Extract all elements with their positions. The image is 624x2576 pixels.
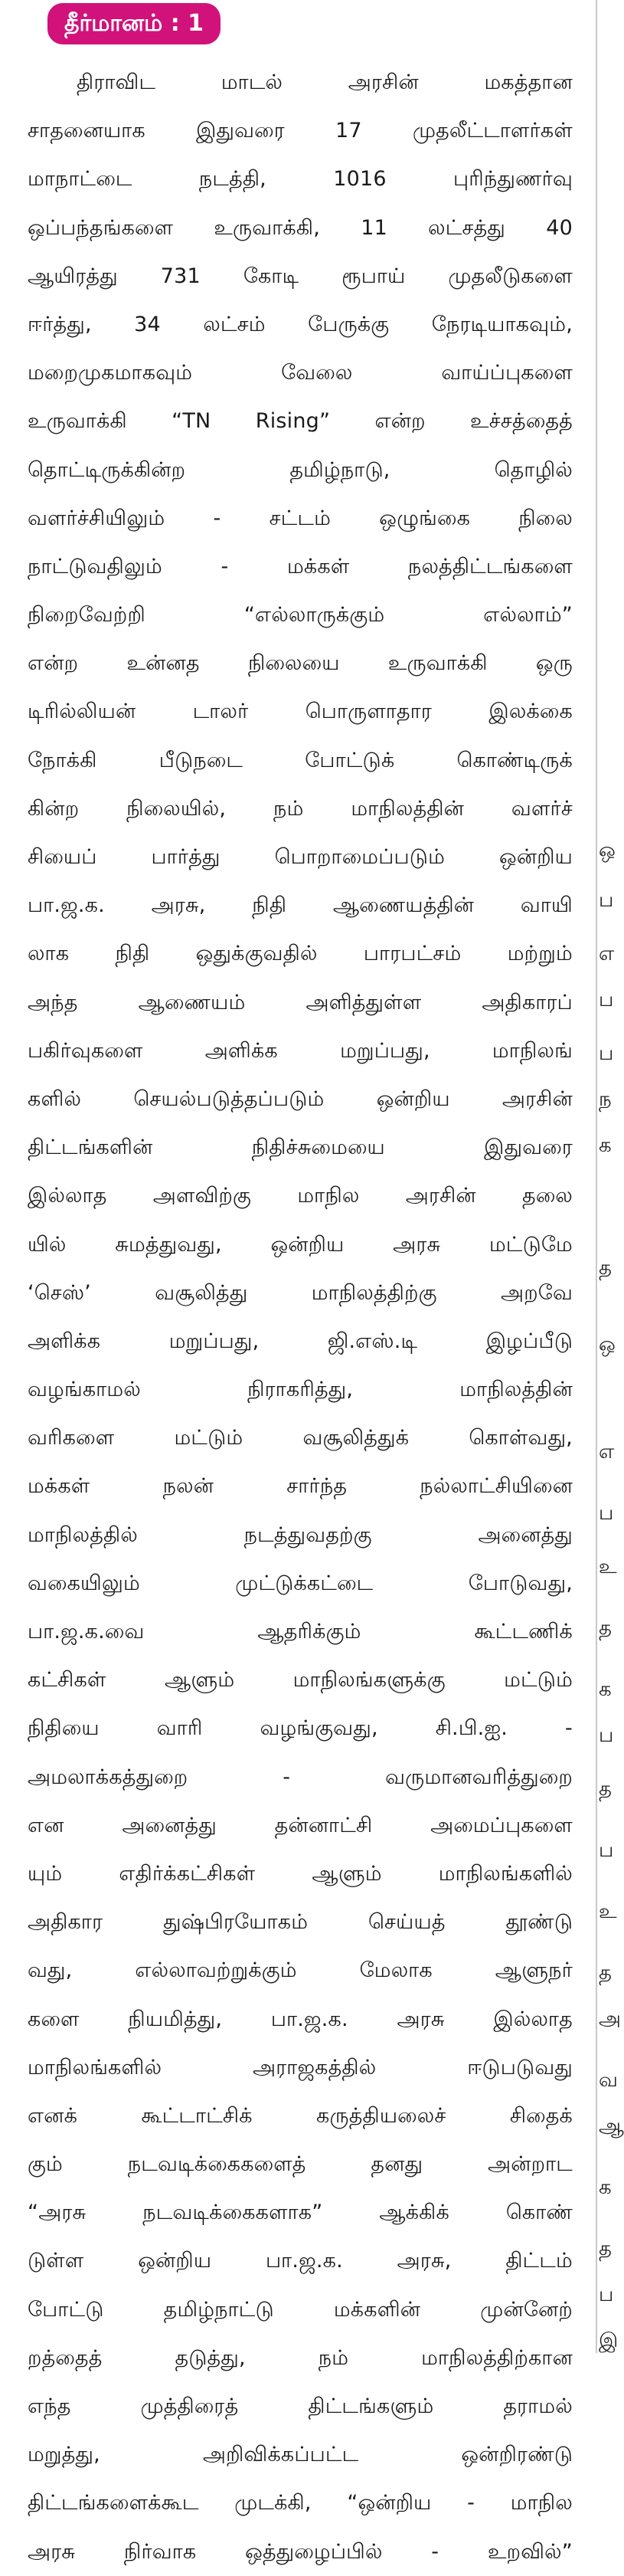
word: திராவிட bbox=[77, 70, 156, 94]
word: முதலீட்டாளர்கள் bbox=[412, 119, 573, 143]
word: போடுவது, bbox=[468, 1571, 573, 1595]
body-line bbox=[28, 881, 573, 929]
word: “எல்லாருக்கும் bbox=[243, 603, 385, 628]
word: தமிழ்நாடு, bbox=[289, 457, 390, 482]
adjacent-glyph: அ bbox=[599, 2007, 621, 2030]
body-line bbox=[28, 397, 573, 445]
body-line bbox=[28, 2237, 573, 2285]
word: தலை bbox=[522, 1184, 573, 1208]
word: நிறைவேற்றி bbox=[28, 603, 145, 628]
word: நிதி bbox=[252, 893, 287, 918]
body-line bbox=[28, 494, 573, 542]
word: நிதியை bbox=[28, 1716, 100, 1741]
word: அளவிற்கு bbox=[152, 1184, 252, 1208]
word: வழங்காமல் bbox=[28, 1378, 141, 1402]
adjacent-glyph: ஒ bbox=[599, 1333, 616, 1356]
word: நம் bbox=[273, 796, 304, 821]
word: அனைத்து bbox=[478, 1522, 573, 1547]
word: அந்த bbox=[28, 990, 78, 1014]
word: மாநாட்டை bbox=[28, 167, 132, 192]
word: நலன் bbox=[162, 1474, 214, 1499]
word: அறிவிக்கப்பட்ட bbox=[202, 2443, 359, 2467]
body-line bbox=[28, 1898, 573, 1946]
word: தூண்டு bbox=[505, 1910, 573, 1935]
word: வேலை bbox=[281, 361, 353, 385]
word: உருவாக்கி, bbox=[214, 215, 320, 240]
word: லட்சம் bbox=[203, 312, 266, 336]
word: பா.ஜ.க. bbox=[270, 2007, 348, 2031]
word: வளர்ச் bbox=[511, 796, 573, 821]
word: மறுத்து, bbox=[28, 2443, 100, 2467]
word: பொருளாதார bbox=[305, 700, 433, 724]
word: டாலர் bbox=[192, 700, 249, 724]
word: அளித்துள்ள bbox=[305, 990, 422, 1014]
word: மற்றும் bbox=[507, 942, 573, 966]
adjacent-glyph: எ bbox=[599, 942, 615, 965]
word: எந்த bbox=[28, 2394, 71, 2418]
word: மாநிலத்திற்கு bbox=[311, 1280, 437, 1305]
word: “TN bbox=[172, 409, 211, 434]
word: இலக்கை bbox=[488, 700, 573, 724]
resolution-badge: தீர்மானம் : 1 bbox=[47, 3, 221, 44]
word: ஈடுபடுவது bbox=[467, 2055, 573, 2079]
word: திட்டம் bbox=[505, 2249, 573, 2273]
word: நிராகரித்து, bbox=[247, 1378, 354, 1402]
adjacent-glyph: வ bbox=[599, 2069, 618, 2092]
word: நோக்கி bbox=[28, 748, 97, 772]
body-line bbox=[28, 2286, 573, 2334]
adjacent-glyph: த bbox=[599, 1617, 612, 1640]
word: ஒரு bbox=[535, 651, 573, 676]
word: மறுப்பது, bbox=[168, 1329, 260, 1353]
word: லாக bbox=[28, 942, 70, 966]
word: கொள்வது, bbox=[469, 1426, 573, 1450]
word: மாநிலத்தின் bbox=[351, 796, 465, 821]
word: நம் bbox=[318, 2345, 349, 2370]
word: வாரி bbox=[156, 1716, 203, 1741]
word: உருவாக்கி bbox=[28, 409, 127, 434]
word: மேலாக bbox=[359, 1958, 433, 1983]
word: நிலையில், bbox=[126, 796, 227, 821]
word: ஆணையத்தின் bbox=[332, 893, 475, 918]
word: மாநில bbox=[510, 2491, 573, 2515]
word: கொண் bbox=[505, 2201, 573, 2225]
word: “அரசு bbox=[28, 2201, 87, 2225]
word: கும் bbox=[28, 2152, 63, 2177]
word: பா.ஜ.க. bbox=[28, 893, 105, 918]
word: - bbox=[467, 2491, 475, 2515]
word: அறவே bbox=[501, 1280, 573, 1305]
word: நிலையை bbox=[247, 651, 340, 676]
word: துஷ்பிரயோகம் bbox=[163, 1910, 309, 1935]
word: அரசின் bbox=[501, 1086, 573, 1111]
body-line bbox=[28, 639, 573, 687]
word: திட்டங்களின் bbox=[28, 1136, 153, 1160]
word: - bbox=[221, 554, 229, 578]
word: வருமானவரித்துறை bbox=[385, 1765, 573, 1789]
word: நடவடிக்கைகளைத் bbox=[127, 2152, 306, 2177]
word: ஆணையம் bbox=[138, 990, 246, 1014]
word: உறவில்” bbox=[487, 2539, 573, 2564]
word: நிர்வாக bbox=[123, 2539, 197, 2564]
word: 17 bbox=[335, 119, 362, 143]
word: களில் bbox=[28, 1086, 82, 1111]
body-line bbox=[28, 542, 573, 591]
word: 34 bbox=[134, 312, 161, 336]
word: மட்டும் bbox=[174, 1426, 243, 1450]
word: - bbox=[283, 1765, 291, 1789]
body-line bbox=[28, 1753, 573, 1801]
adjacent-glyph: உ bbox=[599, 1555, 617, 1578]
word: மாநிலங்களில் bbox=[28, 2055, 162, 2079]
word: சட்டம் bbox=[269, 506, 332, 530]
word: ஆளும் bbox=[164, 1668, 235, 1693]
adjacent-glyph: ஆ bbox=[599, 2115, 624, 2138]
word: 731 bbox=[160, 264, 201, 288]
word: அராஜகத்தில் bbox=[253, 2055, 377, 2079]
word: அளிக்க bbox=[28, 1329, 101, 1353]
word: வளர்ச்சியிலும் bbox=[28, 506, 165, 530]
word: எல்லாம்” bbox=[483, 603, 573, 628]
body-line bbox=[28, 252, 573, 300]
word: ஒன்றிய bbox=[270, 1232, 345, 1257]
word: 1016 bbox=[333, 167, 387, 192]
word: மாநிலங்களில் bbox=[438, 1861, 573, 1886]
word: ஆக்கிக் bbox=[379, 2201, 449, 2225]
word: யும் bbox=[28, 1861, 63, 1886]
word: திட்டங்களும் bbox=[308, 2394, 434, 2418]
body-line bbox=[28, 1704, 573, 1752]
word: டுள்ள bbox=[28, 2249, 84, 2273]
word: அரசின் bbox=[405, 1184, 476, 1208]
word: கின்ற bbox=[28, 796, 80, 821]
word: ஒன்றிரண்டு bbox=[461, 2443, 573, 2467]
word: அரசு bbox=[397, 2007, 445, 2031]
word: மக்கள் bbox=[28, 1474, 90, 1499]
word: தன்னாட்சி bbox=[274, 1813, 373, 1837]
word: கருத்தியலைச் bbox=[316, 2103, 446, 2128]
word: நாட்டுவதிலும் bbox=[28, 554, 162, 578]
body-line bbox=[28, 1317, 573, 1365]
word: அரசு bbox=[393, 1232, 441, 1257]
word: நடவடிக்கைகளாக” bbox=[142, 2201, 323, 2225]
word: யில் bbox=[28, 1232, 67, 1257]
word: ஒன்றிய bbox=[499, 845, 573, 869]
word: - bbox=[565, 1716, 573, 1741]
body-line bbox=[28, 929, 573, 978]
word: கோடி bbox=[243, 264, 299, 288]
word: ஜி.எஸ்.டி bbox=[327, 1329, 418, 1353]
word: மாநிலங் bbox=[492, 1038, 573, 1063]
body-line bbox=[28, 687, 573, 736]
word: மாடல் bbox=[221, 70, 283, 94]
word: ரூபாய் bbox=[341, 264, 406, 288]
adjacent-glyph: ந bbox=[599, 1088, 612, 1111]
word: மாநிலங்களுக்கு bbox=[292, 1668, 446, 1693]
body-line bbox=[28, 2043, 573, 2092]
body-line bbox=[28, 1221, 573, 1269]
word: நியமித்து, bbox=[128, 2007, 223, 2031]
word: கூட்டாட்சிக் bbox=[141, 2103, 253, 2128]
word: தனது bbox=[371, 2152, 423, 2177]
word: பகிர்வுகளை bbox=[28, 1038, 143, 1063]
body-line bbox=[28, 1946, 573, 1994]
word: நல்லாட்சியினை bbox=[420, 1474, 573, 1499]
word: பேருக்கு bbox=[308, 312, 390, 336]
body-line bbox=[28, 1656, 573, 1704]
word: மகத்தான bbox=[484, 70, 573, 94]
word: என்ற bbox=[28, 651, 79, 676]
body-line bbox=[28, 58, 573, 107]
word: அமலாக்கத்துறை bbox=[28, 1765, 188, 1789]
word: வாய்ப்புகளை bbox=[441, 361, 573, 385]
word: நடத்துவதற்கு bbox=[243, 1522, 372, 1547]
word: ஒதுக்குவதில் bbox=[195, 942, 318, 966]
word: எதிர்க்கட்சிகள் bbox=[119, 1861, 256, 1886]
body-line bbox=[28, 591, 573, 639]
body-line bbox=[28, 2334, 573, 2382]
adjacent-glyph: ப bbox=[599, 889, 614, 912]
word: முன்னேற் bbox=[480, 2297, 573, 2322]
body-line bbox=[28, 736, 573, 785]
word: வகையிலும் bbox=[28, 1571, 140, 1595]
body-line bbox=[28, 978, 573, 1027]
word: உன்னத bbox=[126, 651, 200, 676]
word: தடுத்து, bbox=[175, 2345, 246, 2370]
word: அதிகாரப் bbox=[482, 990, 573, 1014]
body-line bbox=[28, 1995, 573, 2043]
word: லட்சத்து bbox=[428, 215, 506, 240]
adjacent-glyph: ப bbox=[599, 1502, 614, 1525]
word: தொட்டிருக்கின்ற bbox=[28, 457, 186, 482]
word: அதிகார bbox=[28, 1910, 103, 1935]
word: “ஒன்றிய bbox=[347, 2491, 432, 2515]
word: அரசின் bbox=[348, 70, 419, 94]
body-line bbox=[28, 1608, 573, 1656]
word: வாயி bbox=[520, 893, 573, 918]
word: ஒப்பந்தங்களை bbox=[28, 215, 174, 240]
word: வது, bbox=[28, 1958, 73, 1983]
word: ஒன்றிய bbox=[138, 2249, 212, 2273]
body-line bbox=[28, 1027, 573, 1075]
resolution-body bbox=[28, 58, 573, 2576]
word: போட்டு bbox=[28, 2297, 104, 2322]
body-line bbox=[28, 1511, 573, 1559]
body-line bbox=[28, 1123, 573, 1172]
word: அளிக்க bbox=[204, 1038, 278, 1063]
word: சார்ந்த bbox=[286, 1474, 348, 1499]
word: அன்றாட bbox=[488, 2152, 573, 2177]
word: 11 bbox=[361, 215, 387, 240]
adjacent-glyph: ஒ bbox=[599, 839, 616, 862]
body-line bbox=[28, 2479, 573, 2527]
word: அனைத்து bbox=[122, 1813, 217, 1837]
word: வழங்குவது, bbox=[260, 1716, 378, 1741]
word: கட்சிகள் bbox=[28, 1668, 106, 1693]
word: மட்டுமே bbox=[488, 1232, 573, 1257]
word: மட்டும் bbox=[504, 1668, 573, 1693]
word: இதுவரை bbox=[196, 119, 285, 143]
word: எனக் bbox=[28, 2103, 78, 2128]
word: ஈர்த்து, bbox=[28, 312, 92, 336]
word: பார்த்து bbox=[151, 845, 221, 869]
body-line bbox=[28, 2382, 573, 2430]
word: முத்திரைத் bbox=[140, 2394, 239, 2418]
word: வசூலித்து bbox=[155, 1280, 248, 1305]
word: இல்லாத bbox=[493, 2007, 573, 2031]
word: இதுவரை bbox=[484, 1136, 573, 1160]
word: Rising” bbox=[255, 409, 331, 434]
adjacent-glyph: இ bbox=[599, 2329, 619, 2352]
word: ஒழுங்கை bbox=[379, 506, 471, 530]
body-line bbox=[28, 1269, 573, 1317]
word: சிதைக் bbox=[509, 2103, 573, 2128]
body-line bbox=[28, 2430, 573, 2479]
word: அமைப்புகளை bbox=[430, 1813, 573, 1837]
article-column bbox=[28, 3, 573, 2576]
word: எல்லாவற்றுக்கும் bbox=[135, 1958, 297, 1983]
body-line bbox=[28, 785, 573, 833]
word: பீடுநடை bbox=[158, 748, 243, 772]
adjacent-glyph: க bbox=[599, 1134, 612, 1157]
body-line bbox=[28, 2140, 573, 2188]
word: சாதனையாக bbox=[28, 119, 145, 143]
word: புரிந்துணர்வு bbox=[453, 167, 573, 192]
word: பா.ஜ.க. bbox=[265, 2249, 343, 2273]
word: நடத்தி, bbox=[198, 167, 266, 192]
adjacent-glyph: த bbox=[599, 1778, 612, 1801]
word: வசூலித்துக் bbox=[302, 1426, 410, 1450]
word: - bbox=[431, 2539, 439, 2564]
adjacent-glyph: உ bbox=[599, 1900, 617, 1923]
word: மக்களின் bbox=[333, 2297, 421, 2322]
word: ஒன்றிய bbox=[376, 1086, 450, 1111]
adjacent-glyph: ப bbox=[599, 2283, 614, 2306]
adjacent-glyph: எ bbox=[599, 1440, 615, 1463]
word: சியைப் bbox=[28, 845, 97, 869]
resolution-header bbox=[28, 3, 573, 51]
word: மறுப்பது, bbox=[340, 1038, 430, 1063]
word: டிரில்லியன் bbox=[28, 700, 136, 724]
body-line bbox=[28, 107, 573, 155]
word: இழப்பீடு bbox=[485, 1329, 573, 1353]
body-line bbox=[28, 1172, 573, 1220]
body-line bbox=[28, 2188, 573, 2237]
word: என bbox=[28, 1813, 64, 1837]
body-line bbox=[28, 833, 573, 881]
word: கொண்டிருக் bbox=[456, 748, 573, 772]
word: திட்டங்களைக்கூட bbox=[28, 2491, 199, 2515]
word: கூட்டணிக் bbox=[474, 1620, 573, 1644]
word: ஆதரிக்கும் bbox=[257, 1620, 361, 1644]
word: நிலை bbox=[518, 506, 573, 530]
word: முட்டுக்கட்டை bbox=[235, 1571, 374, 1595]
word: அரசு, bbox=[151, 893, 206, 918]
word: உச்சத்தைத் bbox=[470, 409, 573, 434]
word: ஆயிரத்து bbox=[28, 264, 118, 288]
word: என்ற bbox=[374, 409, 426, 434]
word: களை bbox=[28, 2007, 80, 2031]
body-line bbox=[28, 1559, 573, 1608]
word: ஒத்துழைப்பில் bbox=[245, 2539, 383, 2564]
word: அரசு, bbox=[397, 2249, 452, 2273]
adjacent-glyph: த bbox=[599, 2237, 612, 2260]
word: ஆளும் bbox=[312, 1861, 382, 1886]
body-line bbox=[28, 204, 573, 252]
word: சி.பி.ஐ. bbox=[435, 1716, 508, 1741]
word: நிதிச்சுமையை bbox=[251, 1136, 385, 1160]
column-divider bbox=[596, 0, 597, 2353]
adjacent-glyph: க bbox=[599, 1678, 612, 1701]
word: உருவாக்கி bbox=[387, 651, 488, 676]
adjacent-column-edge bbox=[596, 0, 624, 2353]
word: ‘செஸ்’ bbox=[28, 1280, 91, 1305]
word: செயல்படுத்தப்படும் bbox=[133, 1086, 325, 1111]
word: தமிழ்நாட்டு bbox=[163, 2297, 274, 2322]
word: மாநிலத்தின் bbox=[459, 1378, 573, 1402]
word: பொறாமைப்படும் bbox=[274, 845, 446, 869]
word: முடக்கி, bbox=[234, 2491, 312, 2515]
word: பாரபட்சம் bbox=[363, 942, 462, 966]
word: முதலீடுகளை bbox=[448, 264, 573, 288]
word: சுமத்துவது, bbox=[115, 1232, 222, 1257]
body-line bbox=[28, 1850, 573, 1898]
word: மக்கள் bbox=[286, 554, 350, 578]
adjacent-glyph: க bbox=[599, 2176, 612, 2199]
body-line bbox=[28, 349, 573, 397]
word: போட்டுக் bbox=[305, 748, 395, 772]
word: நேரடியாகவும், bbox=[431, 312, 573, 336]
word: அரசு bbox=[28, 2539, 76, 2564]
word: மறைமுகமாகவும் bbox=[28, 361, 193, 385]
word: வரிகளை bbox=[28, 1426, 115, 1450]
body-line bbox=[28, 446, 573, 494]
body-line bbox=[28, 1801, 573, 1850]
body-line bbox=[28, 2528, 573, 2576]
word: ஆளுநர் bbox=[495, 1958, 573, 1983]
word: தொழில் bbox=[494, 457, 573, 482]
adjacent-glyph: ப bbox=[599, 1042, 614, 1065]
word: நிதி bbox=[115, 942, 150, 966]
body-line bbox=[28, 300, 573, 349]
word: 40 bbox=[546, 215, 573, 240]
word: தராமல் bbox=[503, 2394, 573, 2418]
adjacent-glyph: ப bbox=[599, 988, 614, 1011]
body-line bbox=[28, 2092, 573, 2140]
word: இல்லாத bbox=[28, 1184, 107, 1208]
adjacent-glyph: ப bbox=[599, 1839, 614, 1862]
body-line bbox=[28, 1365, 573, 1414]
word: றத்தைத் bbox=[28, 2345, 103, 2370]
word: மாநிலத்தில் bbox=[28, 1522, 138, 1547]
body-line bbox=[28, 1075, 573, 1123]
word: செய்யத் bbox=[368, 1910, 446, 1935]
body-line bbox=[28, 1414, 573, 1462]
body-line bbox=[28, 155, 573, 203]
body-line bbox=[28, 1462, 573, 1510]
word: மாநில bbox=[297, 1184, 360, 1208]
word: - bbox=[213, 506, 221, 530]
word: மாநிலத்திற்கான bbox=[421, 2345, 573, 2370]
adjacent-glyph: த bbox=[599, 1961, 612, 1984]
adjacent-glyph: த bbox=[599, 1257, 612, 1280]
adjacent-glyph: ப bbox=[599, 1724, 614, 1747]
word: பா.ஜ.க.வை bbox=[28, 1620, 145, 1644]
word: நலத்திட்டங்களை bbox=[407, 554, 573, 578]
